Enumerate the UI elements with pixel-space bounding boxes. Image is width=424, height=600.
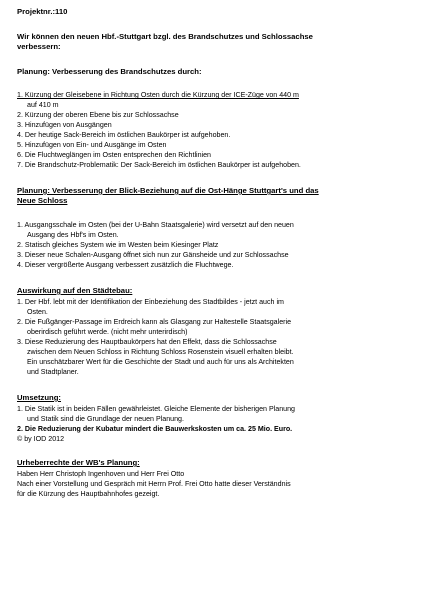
text-line-11: 6. Die Fluchtweglängen im Osten entsprechen den Richtlinien xyxy=(17,151,212,159)
text-line-22: Osten. xyxy=(27,308,48,316)
text-line-4: Planung: Verbesserung des Brandschutzes durch: xyxy=(17,67,202,76)
text-line-29: Umsetzung: xyxy=(17,393,61,402)
text-line-10: 5. Hinzufügen von Ein- und Ausgänge im Osten xyxy=(17,141,167,149)
text-line-35: Haben Herr Christoph Ingenhoven und Herr Frei Otto xyxy=(17,470,185,478)
text-line-15: 1. Ausgangsschale im Osten (bei der U-Bahn Staatsgalerie) wird versetzt auf den neuen xyxy=(17,221,294,229)
text-line-13: Planung: Verbesserung der Blick-Beziehung auf die Ost-Hänge Stuttgart's und das xyxy=(17,186,319,195)
text-line-26: zwischen dem Neuen Schloss in Richtung Schloss Rosenstein visuell erhalten bleibt. xyxy=(27,348,294,356)
text-line-37: für die Kürzung des Hauptbahnhofes gezeigt. xyxy=(17,490,160,498)
text-line-25: 3. Diese Reduzierung des Hauptbaukörpers hat den Effekt, dass die Schlossachse xyxy=(17,338,277,346)
text-line-24: oberirdisch geführt werde. (nicht mehr unterirdisch) xyxy=(27,328,188,336)
text-line-1: Projektnr.:110 xyxy=(17,7,68,16)
text-line-27: Ein unschätzbarer Wert für die Geschichte der Stadt und auch für uns als Architekten xyxy=(27,358,294,366)
text-line-36: Nach einer Vorstellung und Gespräch mit Herrn Prof. Frei Otto hatte dieser Verständnis xyxy=(17,480,291,488)
text-line-20: Auswirkung auf den Städtebau: xyxy=(17,286,133,295)
text-line-28: und Stadtplaner. xyxy=(27,368,79,376)
text-line-9: 4. Der heutige Sack-Bereich im östlichen Baukörper ist aufgehoben. xyxy=(17,131,231,139)
text-line-7: 2. Kürzung der oberen Ebene bis zur Schlossachse xyxy=(17,111,179,119)
text-line-21: 1. Der Hbf. lebt mit der Identifikation der Einbeziehung des Stadtbildes - jetzt auch im xyxy=(17,298,284,306)
text-line-8: 3. Hinzufügen von Ausgängen xyxy=(17,121,112,129)
text-line-31: und Statik sind die Grundlage der neuen Planung. xyxy=(27,415,184,423)
text-line-34: Urheberrechte der WB's Planung: xyxy=(17,458,140,467)
text-line-32: 2. Die Reduzierung der Kubatur mindert die Bauwerkskosten um ca. 25 Mio. Euro. xyxy=(17,425,293,433)
text-line-3: verbessern: xyxy=(17,42,61,51)
text-line-6: auf 410 m xyxy=(27,101,59,109)
text-line-5: 1. Kürzung der Gleisebene in Richtung Osten durch die Kürzung der ICE-Züge von 440 m xyxy=(17,91,299,99)
text-line-14: Neue Schloss xyxy=(17,196,68,205)
text-line-30: 1. Die Statik ist in beiden Fällen gewährleistet. Gleiche Elemente der bisherigen Planung xyxy=(17,405,295,413)
text-line-18: 3. Dieser neue Schalen-Ausgang öffnet sich nun zur Gänsheide und zur Schlossachse xyxy=(17,251,289,259)
text-line-23: 2. Die Fußgänger-Passage im Erdreich kann als Glasgang zur Haltestelle Staatsgalerie xyxy=(17,318,292,326)
text-line-19: 4. Dieser vergrößerte Ausgang verbessert zusätzlich die Fluchtwege. xyxy=(17,261,234,269)
text-line-2: Wir können den neuen Hbf.-Stuttgart bzgl. des Brandschutzes und Schlossachse xyxy=(17,32,313,41)
text-line-33: © by IOD 2012 xyxy=(17,435,65,443)
text-line-12: 7. Die Brandschutz-Problematik: Der Sack-Bereich im östlichen Baukörper ist aufgehoben. xyxy=(17,161,301,169)
text-line-16: Ausgang des Hbf's im Osten. xyxy=(27,231,119,239)
text-line-17: 2. Statisch gleiches System wie im Westen beim Kiesinger Platz xyxy=(17,241,219,249)
